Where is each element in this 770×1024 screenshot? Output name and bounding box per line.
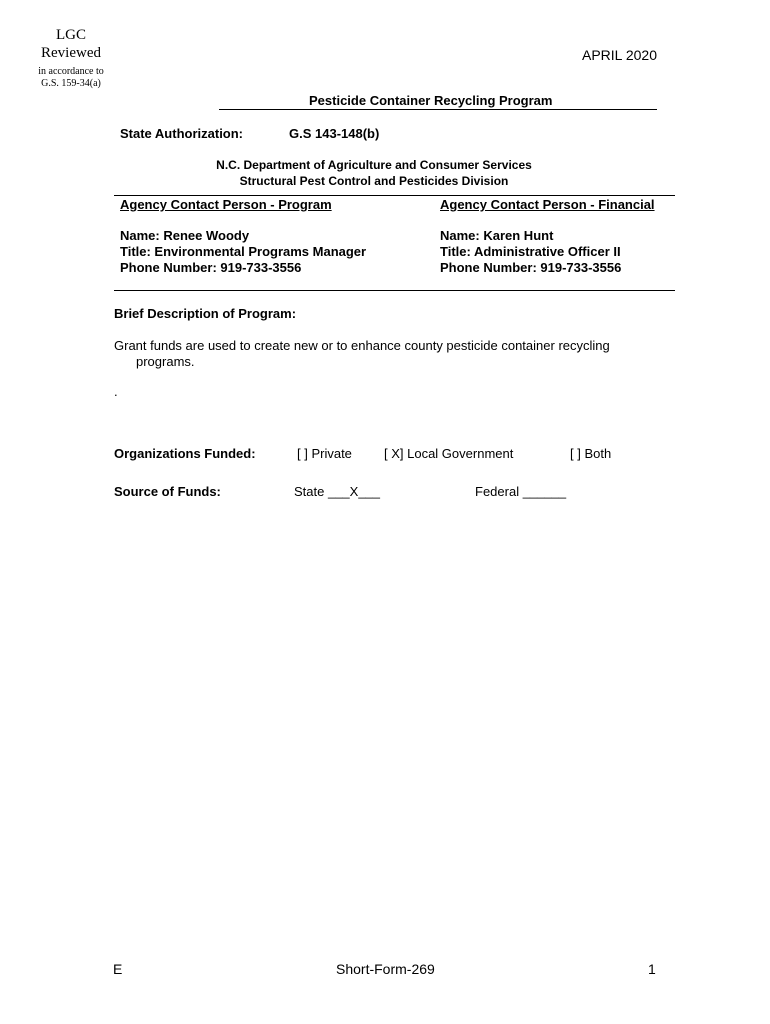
stamp-reviewed: Reviewed xyxy=(41,45,101,61)
title-rule xyxy=(219,109,657,110)
contacts-top-rule xyxy=(114,195,675,196)
private-option: [ ] Private xyxy=(297,446,352,461)
department-name: N.C. Department of Agriculture and Consumer Services xyxy=(216,158,532,172)
page-number: 1 xyxy=(648,961,656,977)
description-line-1: Grant funds are used to create new or to enhance county pesticide container recycling xyxy=(114,338,610,353)
financial-contact-heading: Agency Contact Person - Financial xyxy=(440,197,655,212)
organizations-funded-label: Organizations Funded: xyxy=(114,446,256,461)
stamp-accordance: in accordance to xyxy=(38,66,104,77)
footer-form-id: Short-Form-269 xyxy=(336,961,435,977)
state-funds: State ___X___ xyxy=(294,484,381,499)
program-contact-phone: Phone Number: 919-733-3556 xyxy=(120,260,302,275)
both-option: [ ] Both xyxy=(570,446,612,461)
federal-funds: Federal ______ xyxy=(475,484,567,499)
source-of-funds-label: Source of Funds: xyxy=(114,484,221,499)
program-contact-heading: Agency Contact Person - Program xyxy=(120,197,332,212)
description-line-2: programs. xyxy=(136,354,195,369)
stamp-statute: G.S. 159-34(a) xyxy=(41,78,101,89)
program-contact-name: Name: Renee Woody xyxy=(120,228,250,243)
program-title: Pesticide Container Recycling Program xyxy=(309,93,553,108)
footer-left: E xyxy=(113,961,123,977)
authorization-value: G.S 143-148(b) xyxy=(289,126,380,141)
financial-contact-name: Name: Karen Hunt xyxy=(440,228,554,243)
program-contact-title: Title: Environmental Programs Manager xyxy=(120,244,367,259)
local-government-option: [ X] Local Government xyxy=(384,446,514,461)
description-heading: Brief Description of Program: xyxy=(114,306,297,321)
division-name: Structural Pest Control and Pesticides Division xyxy=(239,174,509,188)
report-date: APRIL 2020 xyxy=(582,47,657,63)
stamp-lgc: LGC xyxy=(56,27,86,43)
financial-contact-title: Title: Administrative Officer II xyxy=(440,244,621,259)
financial-contact-phone: Phone Number: 919-733-3556 xyxy=(440,260,622,275)
description-trailing-dot: . xyxy=(114,384,118,399)
contacts-bottom-rule xyxy=(114,290,675,291)
authorization-label: State Authorization: xyxy=(120,126,244,141)
